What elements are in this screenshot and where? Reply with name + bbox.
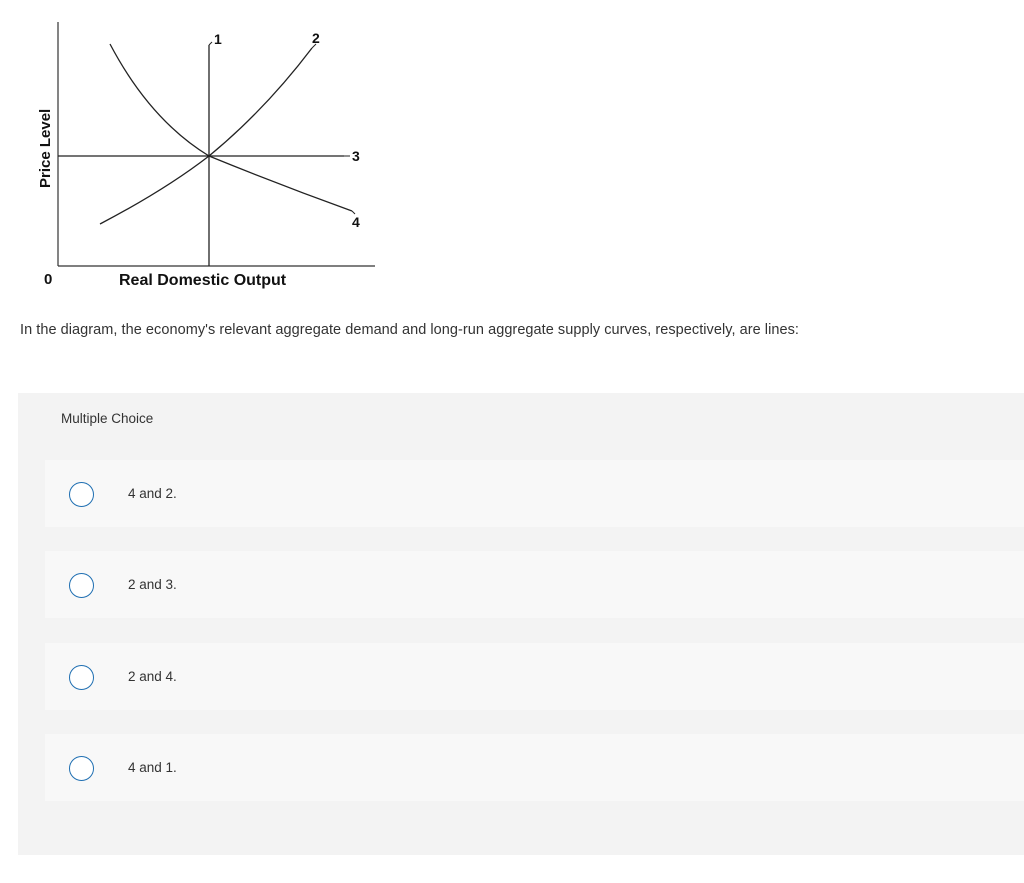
radio-button[interactable] — [69, 482, 94, 507]
question-text: In the diagram, the economy's relevant aggregate demand and long-run aggregate supply curves, respectively, are lines: — [20, 322, 799, 338]
answer-option-label: 2 and 4. — [128, 669, 177, 684]
y-axis-label: Price Level — [37, 108, 54, 188]
answer-option-label: 4 and 2. — [128, 486, 177, 501]
radio-button[interactable] — [69, 573, 94, 598]
radio-button[interactable] — [69, 665, 94, 690]
answer-option-label: 4 and 1. — [128, 760, 177, 775]
aggregate-demand-supply-diagram — [0, 0, 400, 300]
curve-2 — [100, 48, 312, 224]
curve-1-leader — [209, 42, 212, 45]
x-axis-label: Real Domestic Output — [119, 272, 287, 289]
multiple-choice-panel — [18, 393, 1024, 855]
origin-label: 0 — [44, 271, 53, 288]
curve-1-label: 1 — [214, 31, 222, 47]
multiple-choice-title: Multiple Choice — [61, 411, 154, 426]
answer-option-1[interactable] — [45, 460, 1024, 527]
radio-button[interactable] — [69, 756, 94, 781]
curve-2-label: 2 — [312, 30, 320, 46]
answer-option-label: 2 and 3. — [128, 577, 177, 592]
curve-3-label: 3 — [352, 148, 360, 164]
answer-option-4[interactable] — [45, 734, 1024, 801]
answer-option-3[interactable] — [45, 643, 1024, 710]
answer-option-2[interactable] — [45, 551, 1024, 618]
curve-4 — [110, 44, 352, 211]
curve-4-label: 4 — [352, 214, 360, 230]
